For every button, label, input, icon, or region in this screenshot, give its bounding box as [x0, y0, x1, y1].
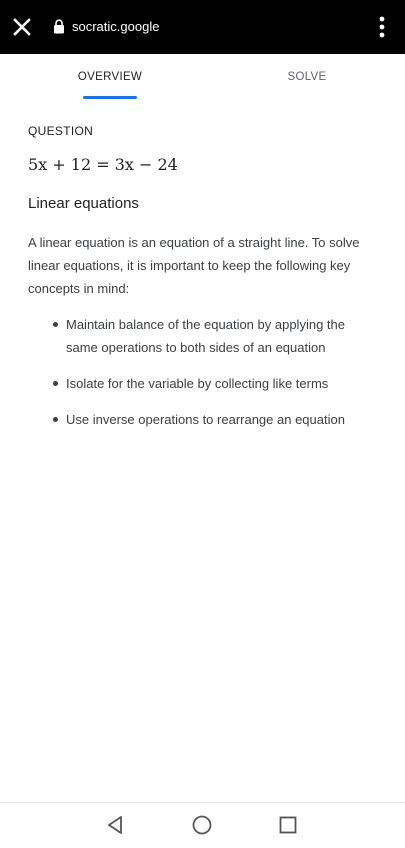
recents-square-icon	[276, 813, 300, 837]
list-item	[52, 372, 372, 395]
tab-overview[interactable]: OVERVIEW	[77, 71, 143, 83]
home-circle-icon	[190, 813, 214, 837]
back-button[interactable]	[104, 813, 128, 837]
tab-bar	[0, 54, 405, 102]
more-vert-icon	[372, 14, 392, 40]
tab-selected-indicator	[83, 96, 137, 99]
question-label: QUESTION	[28, 124, 94, 138]
list-item-text: Isolate for the variable by collecting like terms	[66, 376, 329, 391]
recents-button[interactable]	[276, 813, 300, 837]
bullet-dot	[53, 381, 58, 386]
back-triangle-icon	[104, 813, 128, 837]
close-icon	[10, 15, 34, 39]
list-item-text: Maintain balance of the equation by applying the same operations to both sides of an equation	[66, 317, 345, 355]
lock-icon	[53, 19, 65, 34]
topic-paragraph: A linear equation is an equation of a straight line. To solve linear equations, it is important to keep the following key concepts in mind:	[28, 235, 360, 296]
more-options-button[interactable]	[372, 14, 392, 40]
question-equation: 5x + 12 = 3x − 24	[28, 155, 178, 174]
close-button[interactable]	[10, 15, 34, 39]
bullet-dot	[53, 417, 58, 422]
url-text[interactable]: socratic.google	[72, 19, 160, 34]
list-item	[52, 313, 372, 359]
topic-heading: Linear equations	[28, 195, 139, 212]
bullet-dot	[53, 322, 58, 327]
browser-top-bar	[0, 0, 405, 54]
list-item	[52, 408, 372, 431]
system-navigation-bar	[0, 802, 405, 848]
home-button[interactable]	[190, 813, 214, 837]
tab-solve[interactable]: SOLVE	[287, 71, 327, 83]
key-concepts-list	[52, 313, 372, 444]
list-item-text: Use inverse operations to rearrange an equation	[66, 412, 345, 427]
